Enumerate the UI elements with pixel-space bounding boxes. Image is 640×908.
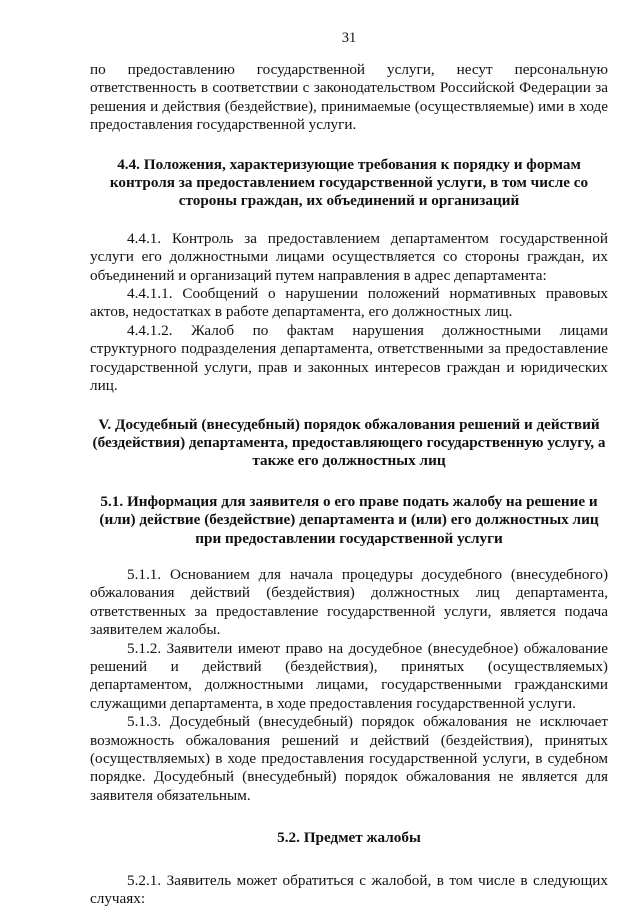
paragraph-5-1-1: 5.1.1. Основанием для начала процедуры досудебного (внесудебного) обжалования действий (бездействия) должностных лиц департамента, ответственных за предоставление государственной услуги, является подача заявителем жалобы.: [90, 565, 608, 639]
document-body: [90, 61, 608, 908]
paragraph-4-4-1-1: 4.4.1.1. Сообщений о нарушении положений нормативных правовых актов, недостатках в работе департамента, его должностных лиц.: [90, 285, 608, 321]
paragraph-5-2-1: 5.2.1. Заявитель может обратиться с жалобой, в том числе в следующих случаях:: [90, 871, 608, 908]
chapter-heading-v: V. Досудебный (внесудебный) порядок обжалования решений и действий (бездействия) департамента, предоставляющего государственную услугу, а также его должностных лиц: [92, 415, 606, 470]
paragraph-5-1-3: 5.1.3. Досудебный (внесудебный) порядок обжалования не исключает возможность обжалования решений и действий (бездействия), принятых (осуществляемых) в ходе предоставления государственной услуги, в судебном порядке. Досудебный (внесудебный) порядок обжалования не является для заявителя обязательным.: [90, 713, 608, 804]
section-heading-4-4: 4.4. Положения, характеризующие требования к порядку и формам контроля за предоставлением государственной услуги, в том числе со стороны граждан, их объединений и организаций: [109, 155, 589, 210]
paragraph-continuation: по предоставлению государственной услуги, несут персональную ответственность в соответствии с законодательством Российской Федерации за решения и действия (бездействие), принимаемые (осуществляемые) ими в ходе предоставления государственной услуги.: [90, 61, 608, 134]
section-heading-5-2: 5.2. Предмет жалобы: [277, 829, 421, 847]
document-page: [90, 0, 608, 908]
paragraph-4-4-1: 4.4.1. Контроль за предоставлением департаментом государственной услуги его должностными лицами осуществляется со стороны граждан, их объединений и организаций путем направления в адрес департамента:: [90, 229, 608, 284]
page-number: 31: [341, 30, 357, 46]
section-heading-5-1: 5.1. Информация для заявителя о его праве подать жалобу на решение и (или) действие (бездействие) департамента и (или) его должностных лиц при предоставлении государственной услуги: [99, 492, 599, 547]
paragraph-5-1-2: 5.1.2. Заявители имеют право на досудебное (внесудебное) обжалование решений и действий (бездействия), принятых (осуществляемых) департаментом, должностными лицами, государственными гражданскими служащими департамента, в ходе предоставления государственной услуги.: [90, 639, 608, 712]
paragraph-4-4-1-2: 4.4.1.2. Жалоб по фактам нарушения должностными лицами структурного подразделения департамента, ответственными за предоставление государственной услуги, прав и законных интересов граждан и юридических лиц.: [90, 321, 608, 395]
